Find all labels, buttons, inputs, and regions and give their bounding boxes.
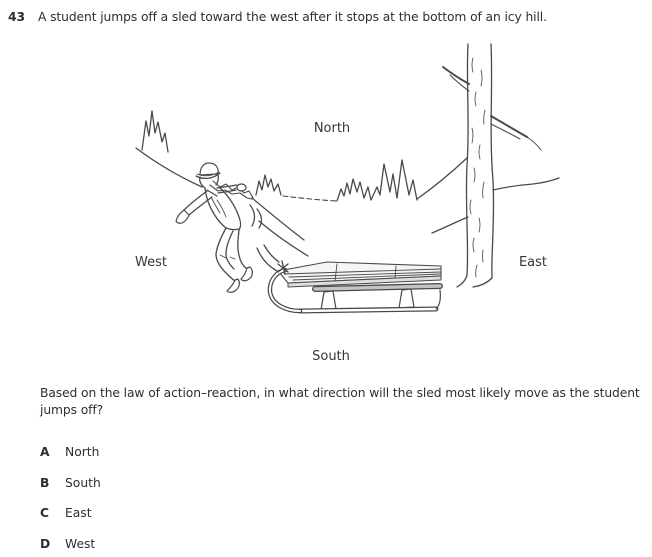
question-prompt: Based on the law of action–reaction, in what direction will the sled most likely move as the student jumps off? [40, 386, 640, 417]
answer-choices [40, 444, 101, 557]
choice-row-d[interactable] [40, 536, 101, 553]
choice-row-c[interactable] [40, 505, 101, 522]
tree-trunk [432, 44, 559, 287]
choice-row-a[interactable] [40, 444, 101, 461]
horizon-pine-trees [256, 158, 467, 201]
choice-letter: C [40, 506, 50, 520]
sled [270, 261, 441, 311]
choice-letter: D [40, 536, 51, 551]
question-stem: A student jumps off a sled toward the west after it stops at the bottom of an icy hill. [38, 10, 547, 24]
student-figure [176, 163, 253, 292]
hill-slope-left [136, 111, 217, 196]
choice-letter: A [40, 445, 50, 459]
motion-lines [250, 198, 308, 271]
choice-text: South [65, 475, 101, 490]
question-number: 43 [8, 10, 25, 24]
choice-text: North [65, 445, 100, 459]
choice-text: East [65, 506, 92, 520]
choice-letter: B [40, 475, 50, 490]
figure-illustration [100, 40, 600, 380]
compass-label-north: North [313, 121, 351, 136]
compass-label-west: West [135, 255, 167, 270]
choice-row-b[interactable] [40, 475, 101, 492]
illustration-svg [100, 40, 600, 380]
choice-text: West [65, 536, 96, 551]
compass-label-east: East [518, 255, 548, 270]
question-header [8, 9, 644, 26]
compass-label-south: South [312, 349, 350, 364]
